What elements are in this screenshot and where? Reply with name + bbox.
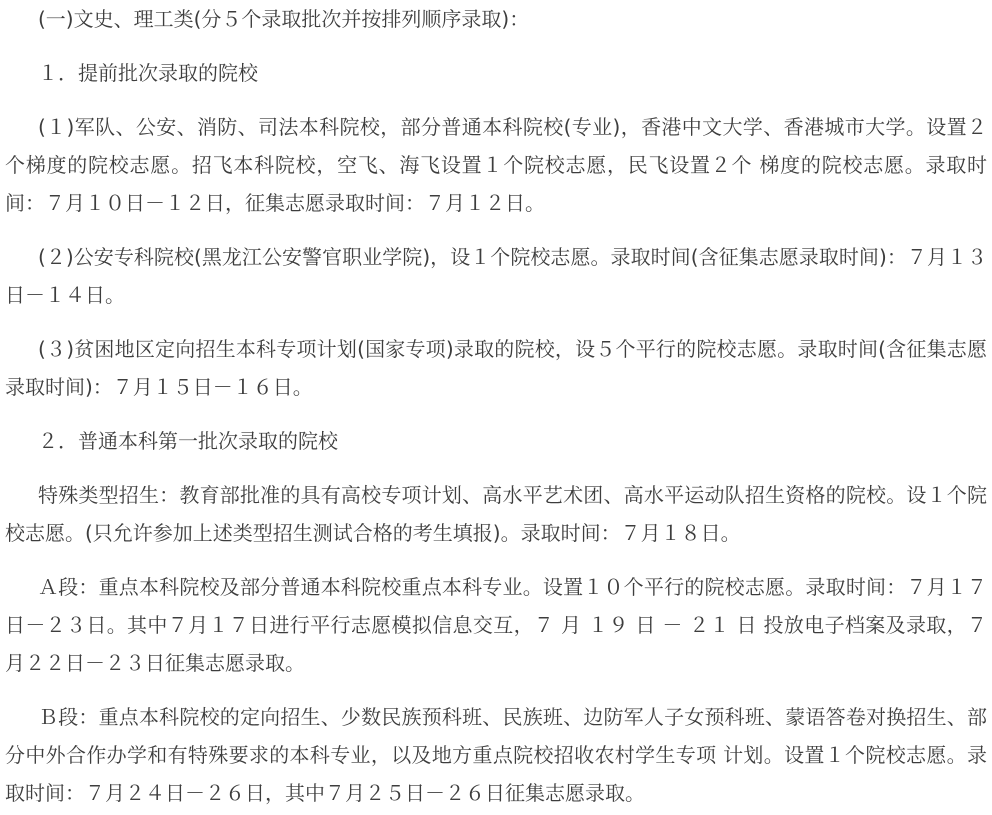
subheading-advance-batch: １．提前批次录取的院校 [38,61,258,85]
paragraph-advance-batch-item-3-poverty-area-plan: (３)贫困地区定向招生本科专项计划(国家专项)录取的院校，设５个平行的院校志愿。录取时间(含征集志愿录取时间)：７月１５日－１６日。 [5,337,987,399]
subheading-first-batch-undergraduate: ２．普通本科第一批次录取的院校 [38,429,338,453]
paragraph-special-type-enrollment: 特殊类型招生：教育部批准的具有高校专项计划、高水平艺术团、高水平运动队招生资格的院校。设１个院校志愿。(只允许参加上述类型招生测试合格的考生填报)。录取时间：７月１８日。 [5,483,987,545]
paragraph-advance-batch-item-2-police-college: (２)公安专科院校(黑龙江公安警官职业学院)，设１个院校志愿。录取时间(含征集志愿录取时间)：７月１３日－１４日。 [5,245,987,307]
paragraph-section-b: Ｂ段：重点本科院校的定向招生、少数民族预科班、民族班、边防军人子女预科班、蒙语答卷对换招生、部分中外合作办学和有特殊要求的本科专业，以及地方重点院校招收农村学生专项 计划。设置１个院校志愿。录取时间：７月２４日－２６日，其中７月２５日－２６日征集志愿录取。 [5,705,987,805]
paragraph-section-a: Ａ段：重点本科院校及部分普通本科院校重点本科专业。设置１０个平行的院校志愿。录取时间：７月１７日－２３日。其中７月１７日进行平行志愿模拟信息交互，７ 月 １９ 日 － ２１ 日 投放电子档案及录取，７月２２日－２３日征集志愿录取。 [5,575,987,675]
section-heading-wenshi-ligong: (一)文史、理工类(分５个录取批次并按排列顺序录取)： [38,7,530,31]
paragraph-advance-batch-item-1-military-police: (１)军队、公安、消防、司法本科院校，部分普通本科院校(专业)，香港中文大学、香港城市大学。设置２个梯度的院校志愿。招飞本科院校，空飞、海飞设置１个院校志愿，民飞设置２个 梯度的院校志愿。录取时间：７月１０日－１２日，征集志愿录取时间：７月１２日。 [5,115,987,215]
